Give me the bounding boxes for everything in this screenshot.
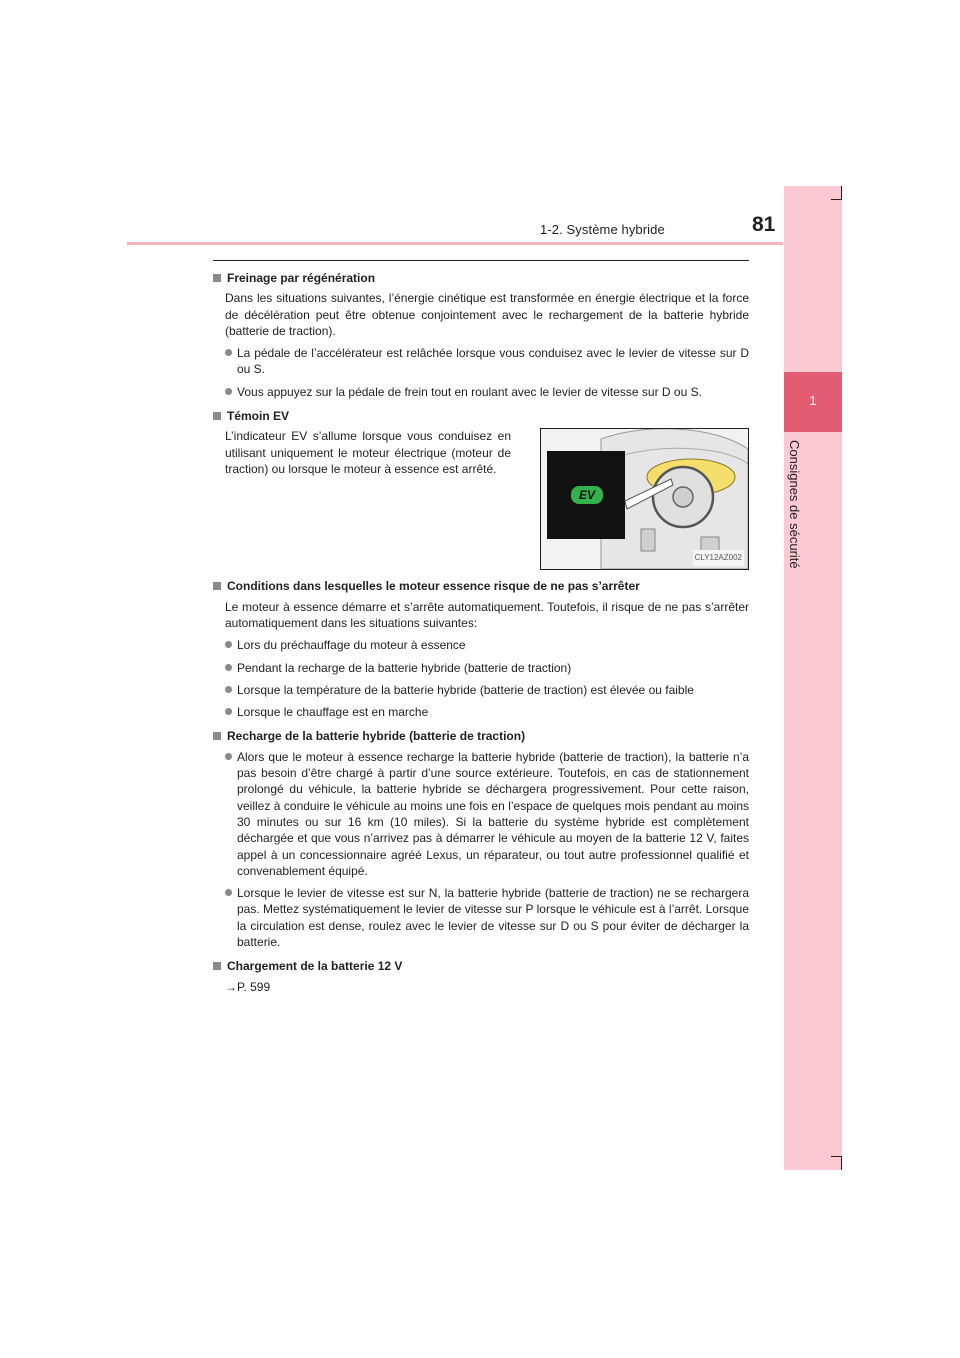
crop-mark-top-horizontal: [831, 199, 842, 200]
list-item-text: Vous appuyez sur la pédale de frein tout en roulant avec le levier de vitesse sur D ou S.: [237, 384, 702, 399]
list-item: [213, 637, 749, 653]
ev-row: [213, 428, 749, 570]
square-bullet-icon: [213, 582, 221, 590]
crop-mark-bottom-vertical: [841, 1156, 842, 1170]
bullet-icon: [225, 349, 232, 356]
square-bullet-icon: [213, 962, 221, 970]
bullet-icon: [225, 708, 232, 715]
list-item: [213, 749, 749, 879]
ev-indicator-label: EV: [578, 488, 596, 503]
chapter-title: Consignes de sécurité: [787, 440, 802, 569]
page-number: 81: [752, 213, 776, 236]
paragraph: Dans les situations suivantes, l’énergie cinétique est transformée en énergie électrique et la force de décélération peut être obtenue conjointement avec le rechargement de la batterie hybride (batterie de traction).: [225, 291, 749, 338]
list-item: [213, 384, 749, 400]
section-heading: [213, 728, 749, 744]
list-item-text: Lorsque le chauffage est en marche: [237, 705, 429, 720]
section-heading: [213, 408, 749, 424]
bullet-icon: [225, 889, 232, 896]
chapter-number: 1: [809, 393, 817, 408]
page-reference-link[interactable]: →P. 599: [225, 979, 271, 994]
paragraph: L’indicateur EV s’allume lorsque vous conduisez en utilisant uniquement le moteur électrique (moteur de traction) ou lorsque le moteur à essence est arrêté.: [225, 429, 511, 476]
crop-mark-bottom-horizontal: [831, 1156, 842, 1157]
bullet-icon: [225, 686, 232, 693]
section-title: 1-2. Système hybride: [540, 222, 665, 237]
header-rule: [127, 242, 783, 245]
square-bullet-icon: [213, 412, 221, 420]
section-heading: [213, 578, 749, 594]
figure-code: CLY12AZ002: [693, 550, 744, 566]
list-item-text: Alors que le moteur à essence recharge la batterie hybride (batterie de traction), la batterie n’a pas besoin d’être chargé à partir d’une source extérieure. Toutefois, en cas de stationnement prolongé du véhicule, la batterie hybride se déchargera progressivement. Pour cette raison, veillez à conduire le véhicule au moins une fois en l’espace de quelques mois pendant au moins 30 minutes ou sur 16 km (10 miles). Si la batterie du système hybride est complètement déchargée et que vous n’arrivez pas à démarrer le véhicule au moyen de la batterie 12 V, faites appel à un concessionnaire agréé Lexus, un réparateur, ou tout autre professionnel qualifié et convenablement équipé.: [237, 749, 749, 878]
list-item-text: La pédale de l’accélérateur est relâchée lorsque vous conduisez avec le levier de vitesse sur D ou S.: [237, 346, 749, 377]
heading-text: Chargement de la batterie 12 V: [227, 959, 403, 974]
list-item-text: Lorsque le levier de vitesse est sur N, la batterie hybride (batterie de traction) ne se rechargera pas. Mettez systématiquement le levier de vitesse sur P lorsque le véhicule est à l’arrêt. Lorsque la circulation est dense, roulez avec le levier de vitesse sur D ou S pour éviter de décharger la batterie.: [237, 886, 749, 950]
heading-text: Freinage par régénération: [227, 271, 376, 285]
dashboard-illustration: [541, 429, 748, 569]
section-freinage: [213, 270, 749, 400]
section-conditions: [213, 578, 749, 720]
heading-text: Recharge de la batterie hybride (batterie de traction): [227, 729, 526, 744]
list-item-text: Pendant la recharge de la batterie hybride (batterie de traction): [237, 660, 572, 675]
square-bullet-icon: [213, 274, 221, 282]
list-item: [213, 682, 749, 698]
heading-text: Témoin EV: [227, 409, 290, 424]
list-item: [213, 660, 749, 676]
crop-mark-top-vertical: [841, 186, 842, 200]
content-rule: [213, 260, 749, 261]
chapter-side-band: [784, 186, 842, 1170]
heading-text: Conditions dans lesquelles le moteur essence risque de ne pas s’arrêter: [227, 579, 640, 594]
bullet-icon: [225, 664, 232, 671]
section-heading: [213, 270, 749, 286]
list-item: [213, 345, 749, 378]
list-item: [213, 704, 749, 720]
section-recharge: [213, 728, 749, 950]
paragraph: Le moteur à essence démarre et s’arrête automatiquement. Toutefois, il risque de ne pas s’arrêter automatiquement dans les situations suivantes:: [225, 599, 749, 630]
list-item: [213, 885, 749, 950]
list-item-text: Lors du préchauffage du moteur à essence: [237, 638, 466, 653]
ev-indicator-figure: [540, 428, 749, 570]
bullet-icon: [225, 753, 232, 760]
list-item-text: Lorsque la température de la batterie hybride (batterie de traction) est élevée ou faible: [237, 682, 694, 697]
bullet-icon: [225, 641, 232, 648]
page-content: [213, 270, 749, 1003]
section-temoin-ev: [213, 408, 749, 570]
section-chargement: [213, 958, 749, 995]
section-heading: [213, 958, 749, 974]
bullet-icon: [225, 388, 232, 395]
square-bullet-icon: [213, 732, 221, 740]
